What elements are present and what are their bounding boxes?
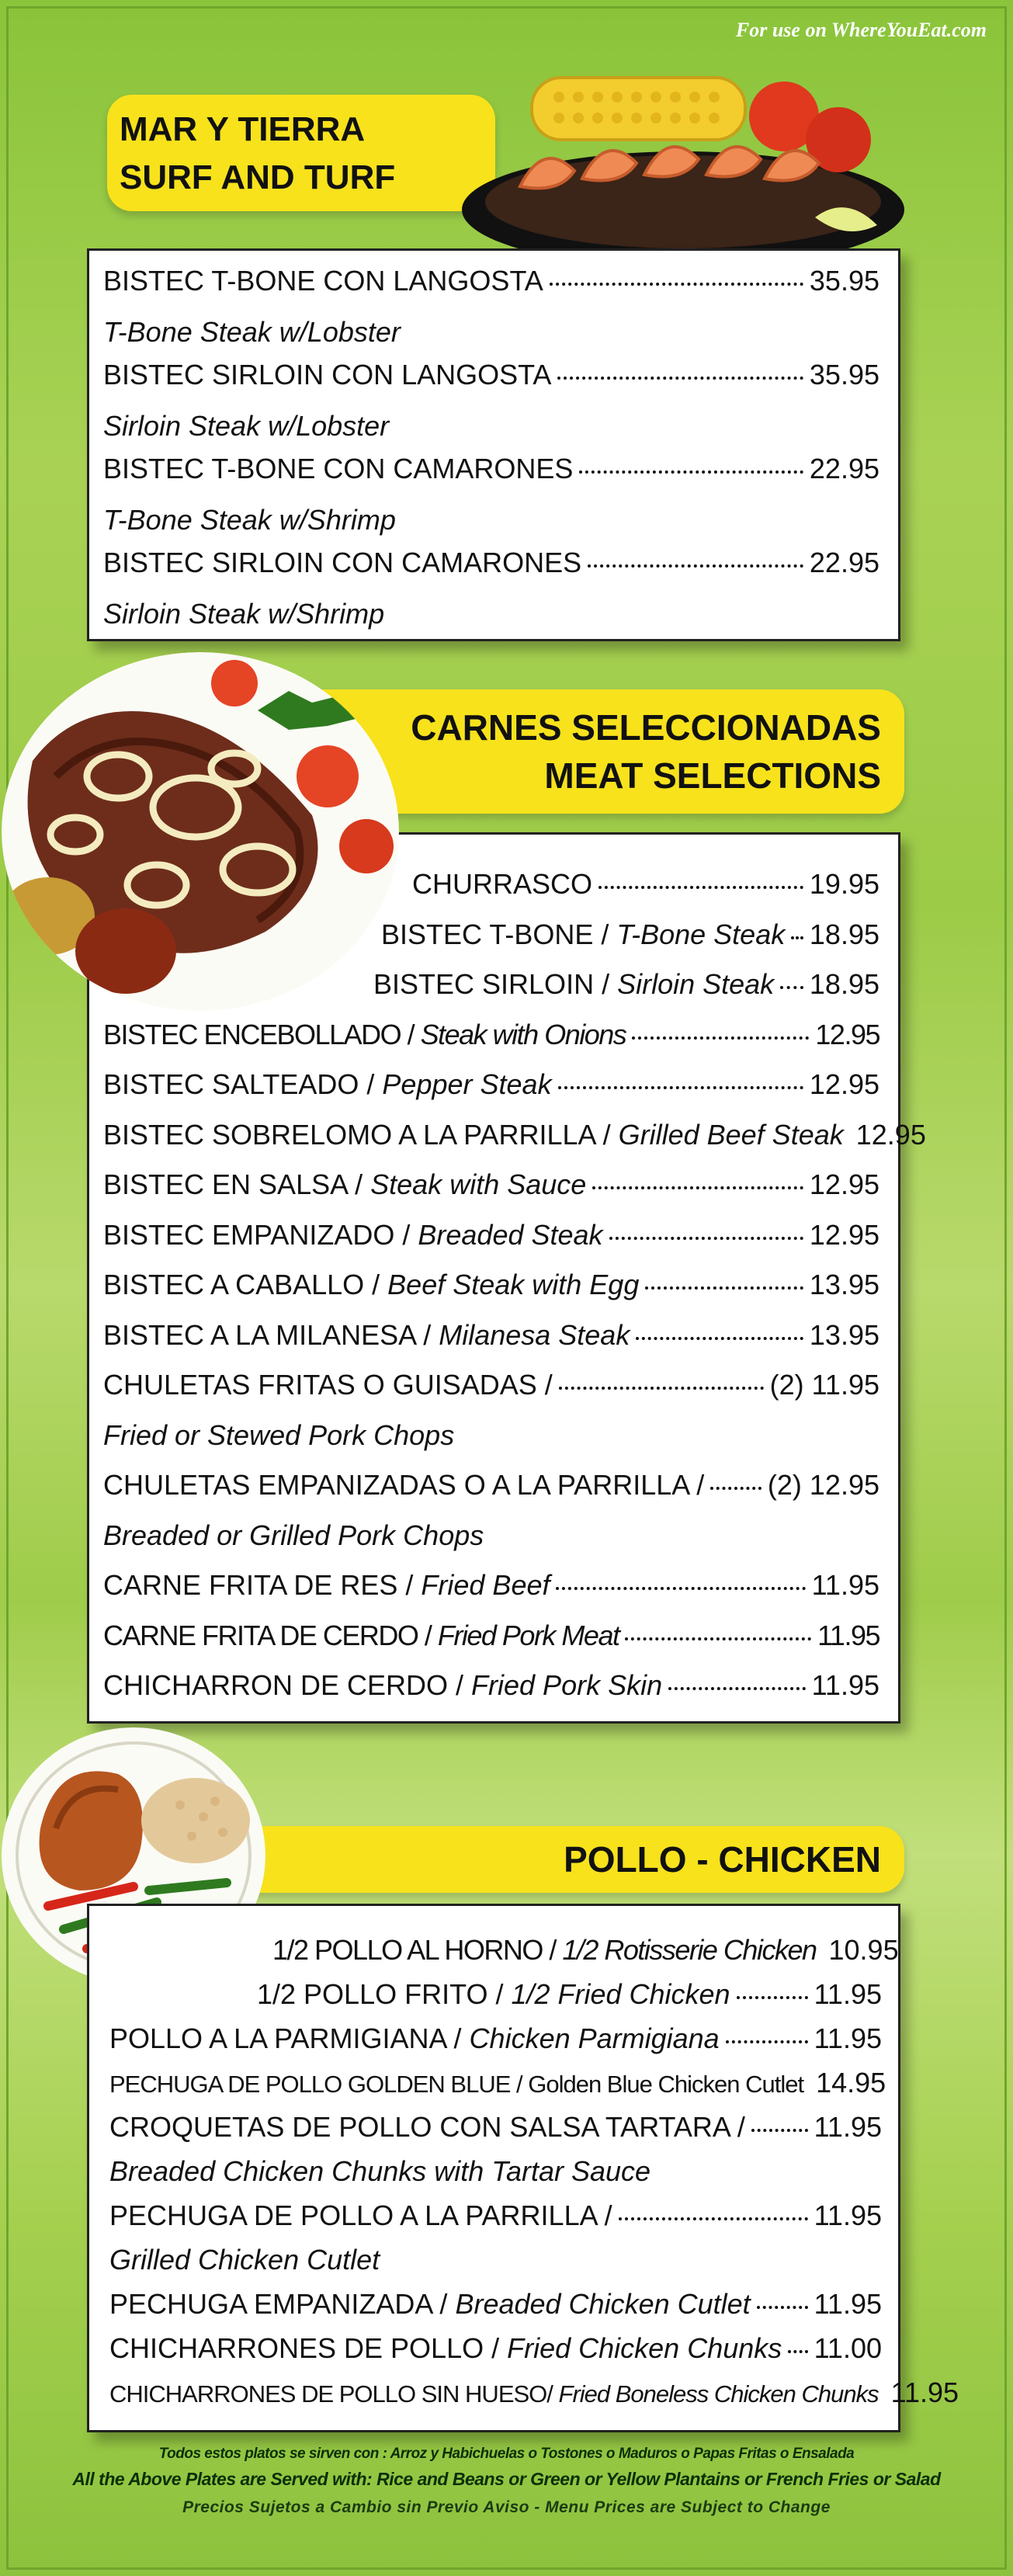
item-subtitle: Grilled Chicken Cutlet [109,2244,380,2276]
menu-item [103,1210,879,1261]
item-name-en: Fried Chicken Chunks [507,2332,782,2364]
item-price: 18.95 [809,968,879,1000]
item-name: BISTEC T-BONE CON CAMARONES [103,453,574,484]
steak-photo [2,652,399,1011]
item-name: BISTEC A LA MILANESA / [103,1318,439,1351]
item-price: 22.95 [809,453,879,484]
menu-item [109,2326,882,2370]
chicken-panel [87,1904,959,2432]
item-subtitle: Breaded or Grilled Pork Chops [103,1519,484,1551]
item-price: 11.95 [814,2022,882,2054]
item-name: CHICHARRONES DE POLLO / [109,2332,508,2364]
item-name-en: Fried Pork Skin [471,1669,663,1701]
item-name: 1/2 POLLO FRITO / [257,1978,512,2010]
menu-item [103,1311,879,1361]
menu-item [103,1611,879,1661]
item-name-en: Breaded Steak [418,1218,603,1251]
item-name-en: Fried Pork Meat [437,1619,619,1651]
menu-item [103,1110,926,1161]
item-name-en: Fried Beef [421,1569,550,1601]
item-name: CROQUETAS DE POLLO CON SALSA TARTARA / [109,2111,745,2143]
item-name: BISTEC SALTEADO / [103,1068,383,1100]
item-name: BISTEC T-BONE CON LANGOSTA [103,265,543,297]
source-note: For use on WhereYouEat.com [735,19,987,41]
item-price: 11.95 [817,1619,879,1651]
item-price: 11.95 [814,2288,882,2320]
item-price: 14.95 [816,2067,886,2099]
item-price: 35.95 [809,265,879,297]
item-price: (2) 12.95 [767,1469,879,1501]
menu-item [103,1561,879,1611]
footer-sides-es: Todos estos platos se sirven con : Arroz y Habichuelas o Tostones o Maduros o Papas Fritas o Ensalada [158,2446,855,2462]
surf-turf-title-es: MAR Y TIERRA [120,110,366,148]
item-name-en: 1/2 Fried Chicken [511,1978,730,2010]
item-price: 35.95 [809,359,879,391]
surf-turf-photo [450,62,916,272]
menu-item [103,1661,879,1711]
item-price: 12.95 [809,1168,879,1200]
item-name: 1/2 POLLO AL HORNO / [272,1934,563,1966]
menu-item [103,1460,879,1511]
item-price: 18.95 [809,918,879,950]
footer-price-notice: Precios Sujetos a Cambio sin Previo Aviso - Menu Prices are Subject to Change [182,2498,831,2516]
item-name: CHICHARRONES DE POLLO SIN HUESO/ [109,2380,559,2408]
item-name: PECHUGA DE POLLO GOLDEN BLUE / [109,2071,529,2098]
item-price: 11.00 [814,2332,882,2364]
footer-sides-en: All the Above Plates are Served with: Rice and Beans or Green or Yellow Plantains or French Fries or Salad [72,2469,941,2489]
item-name: CARNE FRITA DE RES / [103,1569,422,1601]
item-price: 11.95 [814,2199,882,2231]
surf-turf-list [103,265,879,641]
item-name: POLLO A LA PARMIGIANA / [109,2022,470,2054]
menu-item [103,547,879,641]
item-price: 13.95 [809,1269,879,1300]
item-price: 12.95 [809,1218,879,1251]
item-name-en: Steak with Sauce [370,1168,587,1200]
item-name-en: Beef Steak with Egg [387,1269,640,1300]
menu-item [103,1360,879,1411]
menu-item [109,2370,959,2415]
item-name: BISTEC ENCEBOLLADO / [103,1018,421,1050]
item-name-en: Sirloin Steak [617,968,775,1000]
item-price: 11.95 [814,2111,882,2143]
menu-item [103,1060,879,1110]
item-name-en: Fried Boneless Chicken Chunks [558,2380,879,2408]
item-price: 11.95 [890,2376,959,2408]
meat-title-en: MEAT SELECTIONS [544,755,881,796]
menu-item [109,1972,882,2016]
item-subtitle: T-Bone Steak w/Shrimp [103,504,396,536]
menu-item [109,2105,882,2149]
item-name: BISTEC T-BONE / [381,918,617,950]
menu-item [109,2193,882,2238]
item-price: 12.95 [809,1068,879,1100]
menu-item [103,1260,879,1311]
item-price: 19.95 [809,868,879,900]
item-name: CARNE FRITA DE CERDO / [103,1619,438,1651]
item-name: BISTEC SIRLOIN CON CAMARONES [103,547,582,578]
item-name: BISTEC SIRLOIN / [373,968,618,1000]
item-price: 11.95 [811,1569,879,1601]
item-subtitle: Sirloin Steak w/Shrimp [103,598,385,630]
menu-item [103,265,879,359]
chicken-list [109,1928,959,2415]
item-name-en: Chicken Parmigiana [469,2022,720,2054]
item-name: BISTEC SIRLOIN CON LANGOSTA [103,359,552,391]
menu-item [103,1010,879,1061]
item-name-en: Steak with Onions [420,1018,626,1050]
item-name: CHURRASCO [412,868,593,900]
item-price: 22.95 [809,547,879,578]
item-name: BISTEC SOBRELOMO A LA PARRILLA / [103,1118,619,1151]
item-price: 12.95 [855,1118,926,1151]
item-name-en: Milanesa Steak [439,1318,630,1351]
item-subtitle: Sirloin Steak w/Lobster [103,410,390,442]
item-price: 13.95 [809,1318,879,1351]
item-name: CHULETAS EMPANIZADAS O A LA PARRILLA / [103,1469,705,1501]
item-price: 12.95 [815,1018,879,1050]
item-name-en: Pepper Steak [382,1068,552,1100]
item-price: 11.95 [811,1669,879,1701]
item-name-en: Golden Blue Chicken Cutlet [528,2071,804,2098]
menu-item [103,453,879,547]
surf-turf-banner [107,95,495,211]
surf-turf-title-en: SURF AND TURF [120,158,396,196]
item-name: CHULETAS FRITAS O GUISADAS / [103,1369,553,1401]
item-name-en: Breaded Chicken Cutlet [455,2288,751,2320]
menu-item [109,2282,882,2326]
surf-turf-panel [87,248,900,641]
item-name: PECHUGA DE POLLO A LA PARRILLA / [109,2199,612,2231]
item-subtitle: T-Bone Steak w/Lobster [103,316,401,348]
item-name: BISTEC EMPANIZADO / [103,1218,418,1251]
item-subtitle: Breaded Chicken Chunks with Tartar Sauce [109,2155,651,2187]
menu-item [103,359,879,453]
chicken-banner [221,1826,904,1893]
item-name: BISTEC A CABALLO / [103,1269,388,1300]
item-name-en: T-Bone Steak [616,918,786,950]
item-name: BISTEC EN SALSA / [103,1168,371,1200]
item-name-en: Grilled Beef Steak [618,1118,844,1151]
menu-item [109,2060,886,2105]
item-name: CHICHARRON DE CERDO / [103,1669,472,1701]
menu-item [109,1928,899,1972]
menu-item [103,1160,879,1210]
item-price: (2) 11.95 [769,1369,879,1401]
menu-item [109,2016,882,2060]
item-price: 11.95 [814,1978,882,2010]
chicken-title: POLLO - CHICKEN [564,1839,881,1880]
item-name: PECHUGA EMPANIZADA / [109,2288,456,2320]
item-price: 10.95 [828,1934,899,1966]
item-name-en: 1/2 Rotisserie Chicken [562,1934,817,1966]
item-subtitle: Fried or Stewed Pork Chops [103,1418,455,1451]
meat-title-es: CARNES SELECCIONADAS [411,707,881,748]
